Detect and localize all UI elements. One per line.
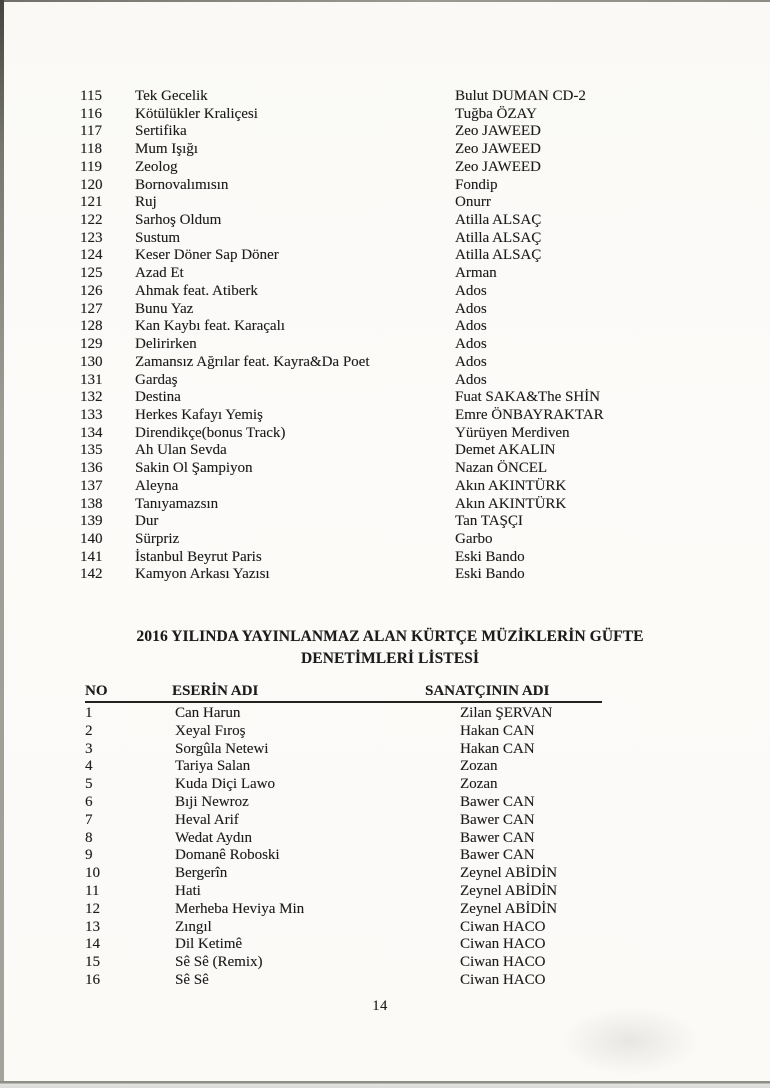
song-title: Gardaş: [135, 371, 178, 388]
scan-smudge: [560, 1006, 700, 1076]
header-sanatcinin-adi: SANATÇININ ADI: [425, 683, 550, 699]
song-number: 127: [80, 300, 103, 317]
song-row: [80, 407, 750, 425]
song-artist: Yürüyen Merdiven: [455, 424, 570, 441]
song-artist: Ados: [455, 282, 487, 299]
song-artist: Arman: [455, 265, 497, 282]
table-row: [85, 901, 602, 919]
scan-edge-bottom: [0, 1081, 770, 1088]
row-artist: Bawer CAN: [460, 811, 535, 828]
row-number: 9: [85, 847, 93, 864]
table-row: [85, 741, 602, 759]
header-eserin-adi: ESERİN ADI: [172, 683, 259, 699]
song-title: Direndikçe(bonus Track): [135, 424, 286, 441]
song-list-115-142: [80, 88, 750, 584]
song-row: [80, 442, 750, 460]
song-title: Sürpriz: [135, 530, 180, 547]
song-row: [80, 389, 750, 407]
song-title: İstanbul Beyrut Paris: [135, 548, 262, 565]
song-artist: Onurr: [455, 194, 491, 211]
row-title: Zıngıl: [175, 918, 212, 935]
song-row: [80, 212, 750, 230]
song-title: Ahmak feat. Atiberk: [135, 282, 258, 299]
section-heading-line2: DENETİMLERİ LİSTESİ: [300, 650, 480, 667]
row-title: Hati: [175, 882, 201, 899]
song-number: 128: [80, 318, 103, 335]
row-number: 15: [85, 954, 100, 971]
song-number: 139: [80, 513, 103, 530]
scan-edge-top: [0, 0, 770, 2]
song-number: 117: [80, 123, 102, 140]
row-number: 2: [85, 722, 93, 739]
song-artist: Ados: [455, 318, 487, 335]
song-title: Zeolog: [135, 158, 178, 175]
song-artist: Zeo JAWEED: [455, 141, 541, 158]
song-artist: Fuat SAKA&The SHİN: [455, 389, 600, 406]
song-number: 126: [80, 282, 103, 299]
row-artist: Hakan CAN: [460, 722, 535, 739]
song-number: 133: [80, 406, 103, 423]
table-row: [85, 776, 602, 794]
kurtce-music-table: [85, 684, 602, 990]
song-number: 118: [80, 141, 102, 158]
table-row: [85, 972, 602, 990]
table-row: [85, 794, 602, 812]
song-artist: Atilla ALSAÇ: [455, 229, 542, 246]
row-title: Bergerîn: [175, 865, 228, 882]
song-row: [80, 372, 750, 390]
song-title: Sakin Ol Şampiyon: [135, 460, 253, 477]
row-artist: Bawer CAN: [460, 793, 535, 810]
song-number: 120: [80, 176, 103, 193]
song-title: Ah Ulan Sevda: [135, 442, 227, 459]
song-row: [80, 265, 750, 283]
row-artist: Ciwan HACO: [460, 936, 546, 953]
row-artist: Zeynel ABİDİN: [460, 882, 558, 899]
song-number: 124: [80, 247, 103, 264]
song-title: Tek Gecelik: [135, 88, 208, 104]
song-artist: Garbo: [455, 530, 493, 547]
row-number: 7: [85, 811, 93, 828]
song-row: [80, 513, 750, 531]
row-number: 14: [85, 936, 100, 953]
song-artist: Bulut DUMAN CD-2: [455, 88, 586, 104]
song-title: Tanıyamazsın: [135, 495, 219, 512]
row-number: 10: [85, 865, 100, 882]
row-artist: Ciwan HACO: [460, 918, 546, 935]
song-row: [80, 318, 750, 336]
table-row: [85, 830, 602, 848]
row-title: Sê Sê (Remix): [175, 954, 263, 971]
row-title: Bıji Newroz: [175, 793, 249, 810]
song-number: 130: [80, 353, 103, 370]
song-row: [80, 566, 750, 584]
song-number: 132: [80, 389, 103, 406]
row-title: Tariya Salan: [175, 758, 251, 775]
song-title: Kan Kaybı feat. Karaçalı: [135, 318, 285, 335]
song-number: 129: [80, 336, 103, 353]
song-row: [80, 194, 750, 212]
song-title: Mum Işığı: [135, 141, 198, 158]
song-number: 131: [80, 371, 103, 388]
song-title: Herkes Kafayı Yemiş: [135, 406, 263, 423]
song-artist: Tuğba ÖZAY: [455, 105, 537, 122]
table-row: [85, 883, 602, 901]
table-row: [85, 954, 602, 972]
song-row: [80, 496, 750, 514]
table-row: [85, 847, 602, 865]
song-artist: Fondip: [455, 176, 498, 193]
row-number: 11: [85, 882, 100, 899]
song-row: [80, 141, 750, 159]
song-row: [80, 88, 750, 106]
song-title: Keser Döner Sap Döner: [135, 247, 279, 264]
song-artist: Zeo JAWEED: [455, 123, 541, 140]
row-title: Sorgûla Netewi: [175, 740, 269, 757]
song-number: 123: [80, 229, 103, 246]
row-artist: Ciwan HACO: [460, 954, 546, 971]
song-row: [80, 106, 750, 124]
row-artist: Hakan CAN: [460, 740, 535, 757]
header-no: NO: [85, 683, 108, 699]
song-artist: Ados: [455, 371, 487, 388]
song-artist: Zeo JAWEED: [455, 158, 541, 175]
row-artist: Bawer CAN: [460, 847, 535, 864]
table-header-row: [85, 684, 602, 703]
song-row: [80, 336, 750, 354]
row-number: 1: [85, 705, 93, 721]
song-artist: Ados: [455, 300, 487, 317]
song-title: Azad Et: [135, 265, 184, 282]
song-number: 138: [80, 495, 103, 512]
song-artist: Demet AKALIN: [455, 442, 556, 459]
song-title: Bornovalımısın: [135, 176, 229, 193]
song-number: 140: [80, 530, 103, 547]
song-row: [80, 425, 750, 443]
song-number: 115: [80, 88, 102, 104]
row-artist: Zozan: [460, 776, 498, 793]
song-number: 136: [80, 460, 103, 477]
song-number: 119: [80, 158, 102, 175]
row-title: Kuda Diçi Lawo: [175, 776, 275, 793]
row-title: Xeyal Fıroş: [175, 722, 246, 739]
song-row: [80, 460, 750, 478]
song-title: Bunu Yaz: [135, 300, 194, 317]
row-number: 6: [85, 793, 93, 810]
song-title: Destina: [135, 389, 181, 406]
song-number: 142: [80, 566, 103, 583]
song-artist: Ados: [455, 353, 487, 370]
song-artist: Tan TAŞÇI: [455, 513, 523, 530]
song-title: Ruj: [135, 194, 157, 211]
song-artist: Akın AKINTÜRK: [455, 495, 567, 512]
song-row: [80, 177, 750, 195]
song-artist: Eski Bando: [455, 548, 525, 565]
table-row: [85, 812, 602, 830]
table-row: [85, 705, 602, 723]
song-title: Sarhoş Oldum: [135, 212, 222, 229]
song-title: Zamansız Ağrılar feat. Kayra&Da Poet: [135, 353, 370, 370]
song-row: [80, 230, 750, 248]
song-number: 135: [80, 442, 103, 459]
row-title: Sê Sê: [175, 971, 209, 988]
song-title: Sertifika: [135, 123, 187, 140]
table-row: [85, 723, 602, 741]
row-artist: Zeynel ABİDİN: [460, 865, 558, 882]
row-artist: Zozan: [460, 758, 498, 775]
song-title: Kötülükler Kraliçesi: [135, 105, 258, 122]
song-artist: Akın AKINTÜRK: [455, 477, 567, 494]
song-artist: Atilla ALSAÇ: [455, 212, 542, 229]
row-title: Heval Arif: [175, 811, 239, 828]
song-number: 121: [80, 194, 103, 211]
row-title: Merheba Heviya Min: [175, 900, 305, 917]
song-row: [80, 301, 750, 319]
song-number: 134: [80, 424, 103, 441]
song-artist: Emre ÖNBAYRAKTAR: [455, 406, 604, 423]
song-artist: Ados: [455, 336, 487, 353]
row-number: 4: [85, 758, 93, 775]
song-artist: Atilla ALSAÇ: [455, 247, 542, 264]
scan-edge-left: [0, 0, 4, 1088]
song-number: 137: [80, 477, 103, 494]
row-number: 5: [85, 776, 93, 793]
section-heading-line1: 2016 YILINDA YAYINLANMAZ ALAN KÜRTÇE MÜZİKLERİN GÜFTE: [136, 628, 644, 645]
row-artist: Ciwan HACO: [460, 971, 546, 988]
song-title: Kamyon Arkası Yazısı: [135, 566, 270, 583]
song-title: Delirirken: [135, 336, 197, 353]
row-number: 12: [85, 900, 100, 917]
song-number: 116: [80, 105, 102, 122]
row-title: Can Harun: [175, 705, 241, 721]
song-number: 122: [80, 212, 103, 229]
table-row: [85, 919, 602, 937]
song-title: Dur: [135, 513, 159, 530]
row-number: 3: [85, 740, 93, 757]
song-artist: Eski Bando: [455, 566, 525, 583]
table-row: [85, 758, 602, 776]
table-row: [85, 936, 602, 954]
song-number: 125: [80, 265, 103, 282]
row-number: 8: [85, 829, 93, 846]
row-number: 13: [85, 918, 100, 935]
song-title: Sustum: [135, 229, 181, 246]
song-row: [80, 247, 750, 265]
table-row: [85, 865, 602, 883]
row-number: 16: [85, 971, 100, 988]
song-row: [80, 478, 750, 496]
row-title: Domanê Roboski: [175, 847, 280, 864]
page-number: 14: [372, 998, 388, 1014]
song-title: Aleyna: [135, 477, 179, 494]
song-row: [80, 531, 750, 549]
song-row: [80, 283, 750, 301]
row-artist: Zeynel ABİDİN: [460, 900, 558, 917]
song-row: [80, 123, 750, 141]
song-row: [80, 159, 750, 177]
song-number: 141: [80, 548, 103, 565]
song-artist: Nazan ÖNCEL: [455, 460, 548, 477]
song-row: [80, 354, 750, 372]
song-row: [80, 549, 750, 567]
row-title: Wedat Aydın: [175, 829, 252, 846]
section-heading: [0, 626, 770, 670]
row-artist: Zilan ŞERVAN: [460, 705, 553, 721]
table-body: [85, 703, 602, 990]
row-artist: Bawer CAN: [460, 829, 535, 846]
row-title: Dil Ketimê: [175, 936, 243, 953]
